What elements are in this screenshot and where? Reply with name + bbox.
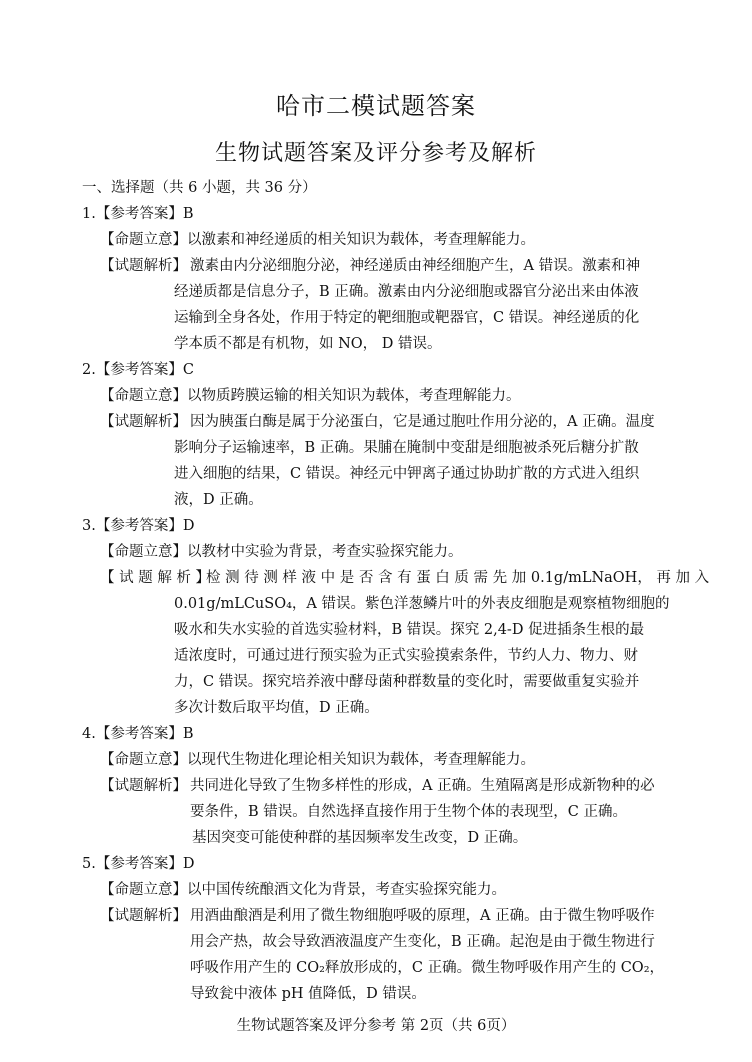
q2-answer: 2.【参考答案】C (82, 362, 194, 378)
q3-analysis-line: 力，C 错误。探究培养液中酵母菌种群数量的变化时，需要做重复实验并 (174, 674, 640, 690)
q4-intent: 【命题立意】以现代生物进化理论相关知识为载体，考查理解能力。 (100, 752, 535, 768)
q3-analysis-line: 吸水和失水实验的首选实验材料，B 错误。探究 2,4-D 促进插条生根的最 (174, 622, 645, 638)
section-heading: 一、选择题（共 6 小题，共 36 分） (82, 180, 317, 196)
q1-analysis-line: 学本质不都是有机物，如 NO， D 错误。 (174, 336, 442, 352)
q3-analysis-line: 适浓度时，可通过进行预实验为正式实验摸索条件，节约人力、物力、财 (174, 648, 638, 664)
q3-analysis-line: 0.01g/mLCuSO₄，A 错误。紫色洋葱鳞片叶的外表皮细胞是观察植物细胞的 (174, 596, 670, 612)
q3-analysis-line: 检 测 待 测 样 液 中 是 否 含 有 蛋 白 质 需 先 加 0.1g/mLNaOH， 再 加 入 (206, 570, 710, 586)
q2-analysis-line: 液，D 正确。 (174, 492, 263, 508)
q1-analysis-line: 经递质都是信息分子，B 正确。激素由内分泌细胞或器官分泌出来由体液 (174, 284, 639, 300)
page-subtitle: 生物试题答案及评分参考及解析 (214, 141, 537, 166)
q4-analysis-line: 基因突变可能使种群的基因频率发生改变，D 正确。 (192, 830, 528, 846)
q3-intent: 【命题立意】以教材中实验为背景，考查实验探究能力。 (100, 544, 463, 560)
q5-intent: 【命题立意】以中国传统酿酒文化为背景，考查实验探究能力。 (100, 882, 506, 898)
q1-analysis-tag: 【试题解析】 (100, 258, 187, 274)
q4-analysis-tag: 【试题解析】 (100, 778, 187, 794)
page-footer: 生物试题答案及评分参考 第 2页（共 6页） (236, 1018, 516, 1034)
q1-analysis-line: 激素由内分泌细胞分泌，神经递质由神经细胞产生，A 错误。激素和神 (190, 258, 641, 274)
q4-analysis-line: 要条件，B 错误。自然选择直接作用于生物个体的表现型，C 正确。 (190, 804, 627, 820)
q1-intent: 【命题立意】以激素和神经递质的相关知识为载体，考查理解能力。 (100, 232, 535, 248)
q5-analysis-line: 呼吸作用产生的 CO₂释放形成的，C 正确。微生物呼吸作用产生的 CO₂， (190, 960, 665, 976)
q1-analysis-line: 运输到全身各处，作用于特定的靶细胞或靶器官，C 错误。神经递质的化 (174, 310, 640, 326)
q2-analysis-line: 影响分子运输速率，B 正确。果脯在腌制中变甜是细胞被杀死后糖分扩散 (174, 440, 639, 456)
q2-intent: 【命题立意】以物质跨膜运输的相关知识为载体，考查理解能力。 (100, 388, 521, 404)
q4-analysis-line: 共同进化导致了生物多样性的形成，A 正确。生殖隔离是形成新物种的必 (190, 778, 655, 794)
q5-answer: 5.【参考答案】D (82, 856, 195, 872)
q4-answer: 4.【参考答案】B (82, 726, 194, 742)
q1-answer: 1.【参考答案】B (82, 206, 194, 222)
q5-analysis-line: 导致瓮中液体 pH 值降低，D 错误。 (190, 986, 426, 1002)
q3-analysis-tag: 【 试 题 解 析 】 (100, 570, 211, 586)
q2-analysis-line: 因为胰蛋白酶是属于分泌蛋白，它是通过胞吐作用分泌的，A 正确。温度 (190, 414, 655, 430)
page-title: 哈市二模试题答案 (276, 92, 476, 120)
q5-analysis-line: 用会产热，故会导致酒液温度产生变化，B 正确。起泡是由于微生物进行 (190, 934, 655, 950)
q5-analysis-line: 用酒曲酿酒是利用了微生物细胞呼吸的原理，A 正确。由于微生物呼吸作 (190, 908, 655, 924)
q3-analysis-line: 多次计数后取平均值，D 正确。 (174, 700, 379, 716)
q2-analysis-tag: 【试题解析】 (100, 414, 187, 430)
q3-answer: 3.【参考答案】D (82, 518, 195, 534)
q5-analysis-tag: 【试题解析】 (100, 908, 187, 924)
q2-analysis-line: 进入细胞的结果，C 错误。神经元中钾离子通过协助扩散的方式进入组织 (174, 466, 640, 482)
